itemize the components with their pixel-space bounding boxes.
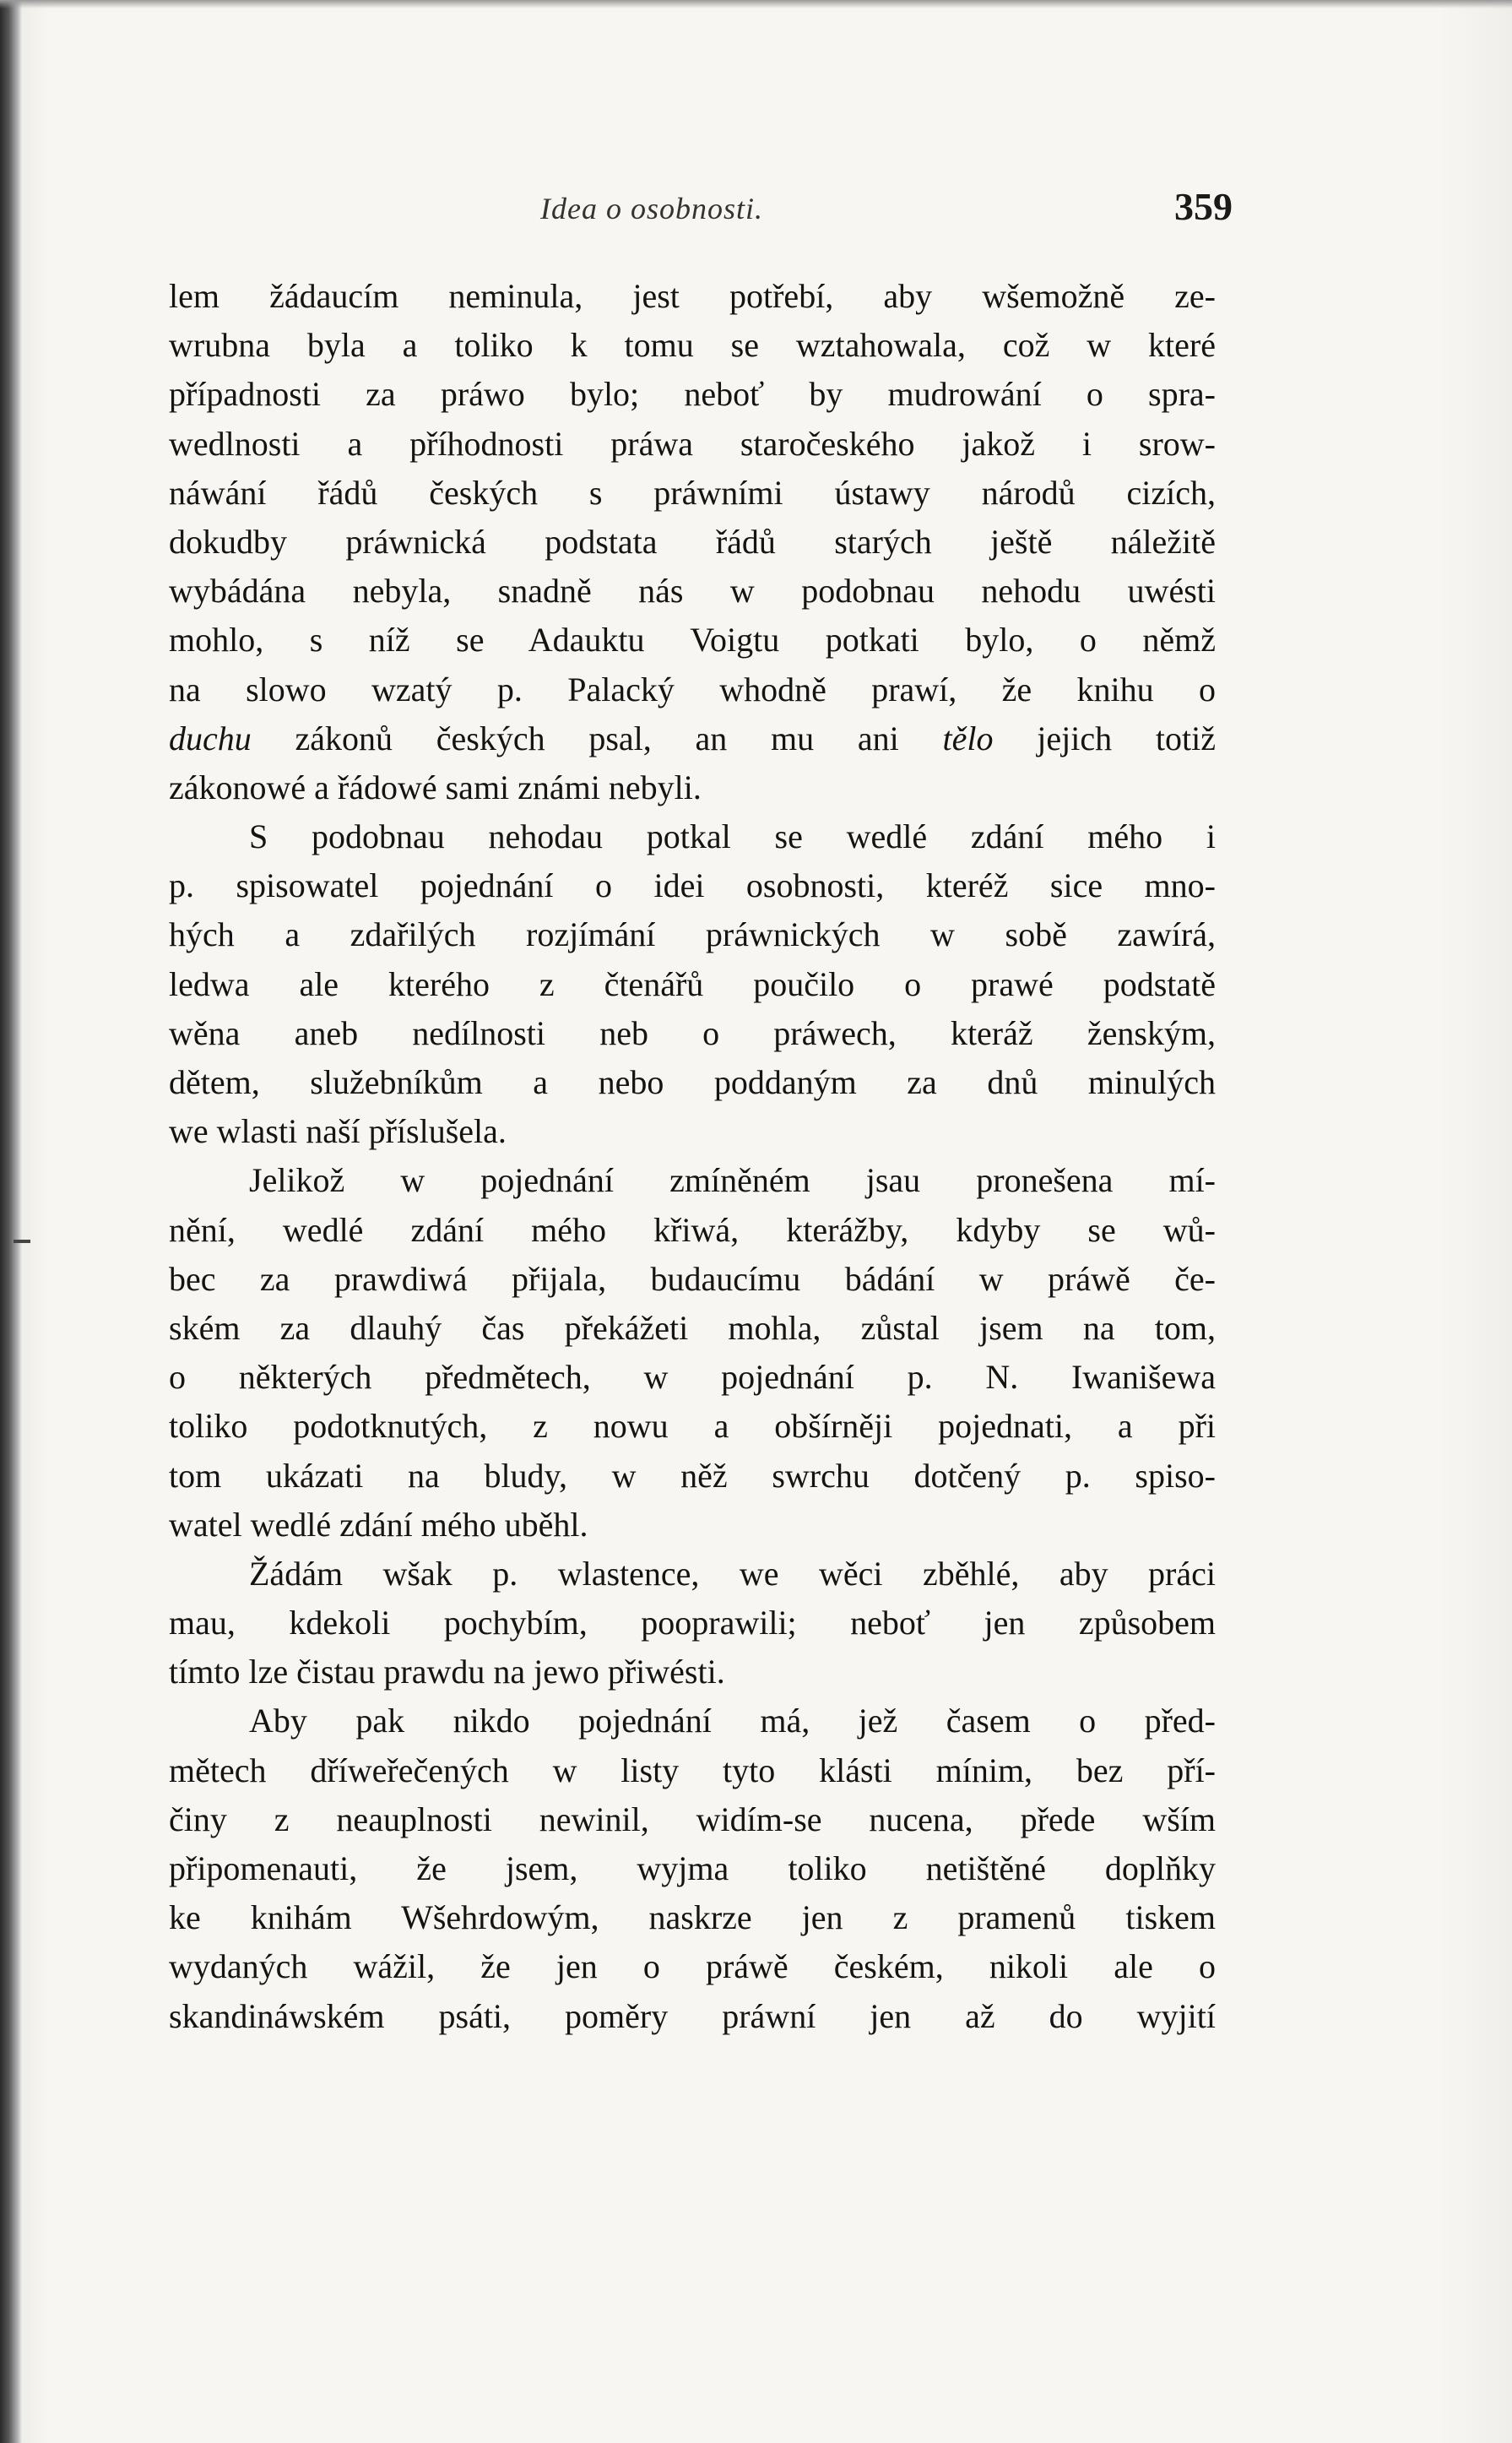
text-line: nění, wedlé zdání mého křiwá, kterážby, kdyby se wů- — [169, 1210, 1216, 1249]
text-line: Žádám wšak p. wlastence, we wěci zběhlé, aby práci — [249, 1554, 1216, 1593]
margin-mark — [14, 1240, 30, 1243]
page-header — [169, 179, 1233, 238]
text-line: wedlnosti a příhodnosti práwa staročeského jakož i srow- — [169, 424, 1216, 463]
text-line: p. spisowatel pojednání o idei osobnosti, kteréž sice mno- — [169, 866, 1216, 905]
text-line: watel wedlé zdání mého uběhl. — [169, 1505, 588, 1544]
text-line: náwání řádů českých s práwními ústawy národů cizích, — [169, 473, 1216, 512]
text-line: mohlo, s níž se Adauktu Voigtu potkati bylo, o němž — [169, 621, 1216, 660]
text-line: bec za prawdiwá přijala, budaucímu bádání w práwě če- — [169, 1259, 1216, 1298]
text-line: o některých předmětech, w pojednání p. N. Iwanišewa — [169, 1358, 1216, 1397]
text-line: skandináwském psáti, poměry práwní jen až do wyjití — [169, 1996, 1216, 2035]
text-line: případnosti za práwo bylo; neboť by mudrowání o spra- — [169, 375, 1216, 414]
top-edge-shadow — [0, 0, 1512, 8]
text-line: zákonowé a řádowé sami známi nebyli. — [169, 768, 702, 806]
text-line: ke knihám Wšehrdowým, naskrze jen z pramenů tiskem — [169, 1898, 1216, 1937]
text-fragment: zákonů českých psal, an mu ani — [251, 719, 943, 757]
text-line: we wlasti naší příslušela. — [169, 1112, 507, 1151]
text-line: wybádána nebyla, snadně nás w podobnau nehodu uwésti — [169, 572, 1216, 611]
text-line: ském za dlauhý čas překážeti mohla, zůstal jsem na tom, — [169, 1308, 1216, 1347]
text-line: tímto lze čistau prawdu na jewo přiwésti. — [169, 1653, 725, 1691]
text-line: wydaných wážil, že jen o práwě českém, nikoli ale o — [169, 1947, 1216, 1986]
text-line: wrubna byla a toliko k tomu se wztahowala, což w které — [169, 326, 1216, 365]
running-head: Idea o osobnosti. — [540, 192, 763, 225]
text-line: dokudby práwnická podstata řádů starých ještě náležitě — [169, 522, 1216, 561]
text-line: S podobnau nehodau potkal se wedlé zdání mého i — [249, 817, 1216, 856]
text-line: wěna aneb nedílnosti neb o práwech, kteráž ženským, — [169, 1013, 1216, 1052]
text-line: toliko podotknutých, z nowu a obšírněji pojednati, a při — [169, 1407, 1216, 1446]
text-line: na slowo wzatý p. Palacký whodně prawí, že knihu o — [169, 670, 1216, 708]
text-line: mětech dříweřečených w listy tyto klásti mínim, bez pří- — [169, 1751, 1216, 1789]
text-line-mixed — [169, 714, 1216, 763]
text-line: Aby pak nikdo pojednání má, jež časem o před- — [249, 1702, 1216, 1740]
body-text — [169, 272, 1216, 2041]
text-line: hých a zdařilých rozjímání práwnických w sobě zawírá, — [169, 915, 1216, 954]
page-number: 359 — [1174, 185, 1233, 228]
text-line: Jelikož w pojednání zmíněném jsau pronešena mí- — [249, 1161, 1216, 1200]
text-line: mau, kdekoli pochybím, pooprawili; neboť jen způsobem — [169, 1604, 1216, 1642]
text-line: připomenauti, že jsem, wyjma toliko netištěné doplňky — [169, 1849, 1216, 1887]
text-line: dětem, služebníkům a nebo poddaným za dnů minulých — [169, 1063, 1216, 1101]
text-fragment: jejich totiž — [993, 719, 1216, 757]
text-line: lem žádaucím neminula, jest potřebí, aby wšemožně ze- — [169, 277, 1216, 315]
text-line: ledwa ale kterého z čtenářů poučilo o prawé podstatě — [169, 964, 1216, 1003]
italic-word: tělo — [942, 719, 994, 757]
binding-shadow — [0, 0, 22, 2443]
italic-word: duchu — [169, 719, 252, 757]
text-line: tom ukázati na bludy, w něž swrchu dotčený p. spiso- — [169, 1456, 1216, 1495]
text-line: činy z neauplnosti newinil, widím-se nucena, přede wším — [169, 1800, 1216, 1838]
